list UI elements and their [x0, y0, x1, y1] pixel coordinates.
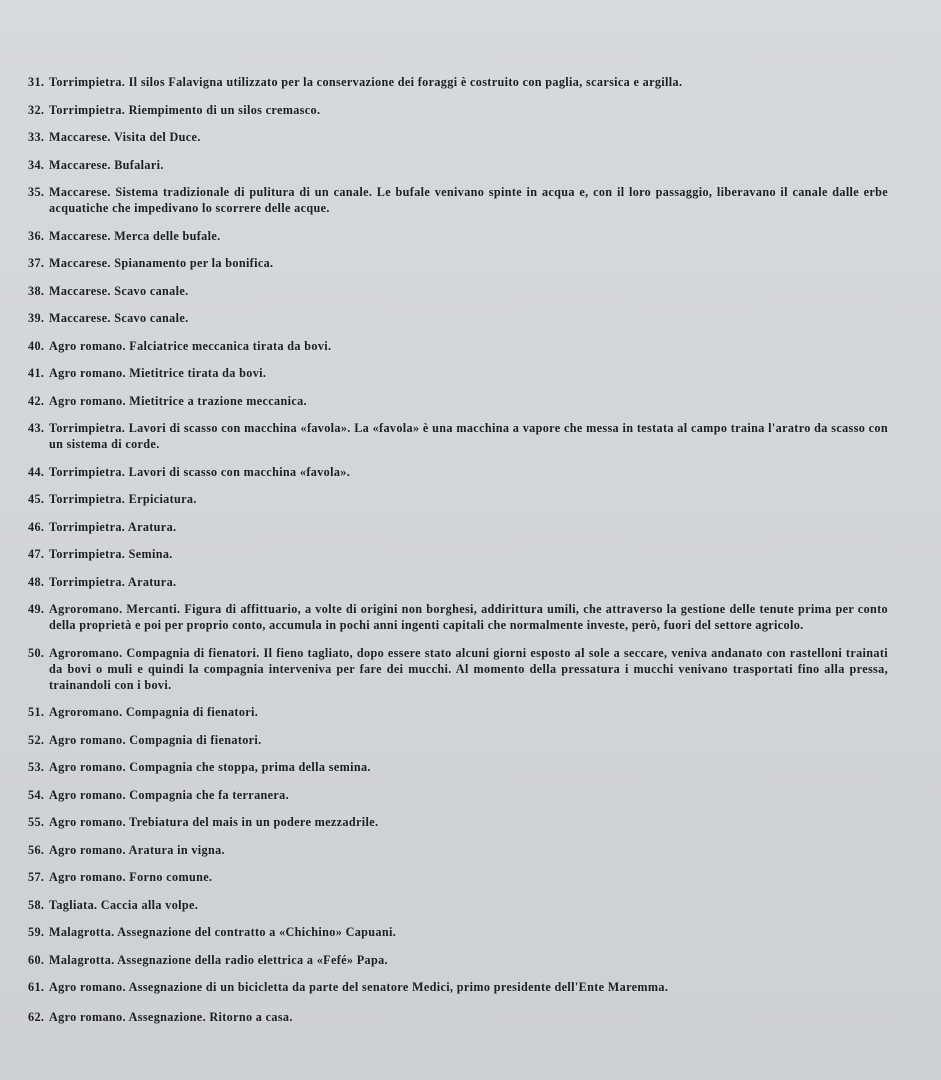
caption-text: Agroromano. Mercanti. Figura di affittuario, a volte di origini non borghesi, addirittura umili, che attraverso la gestione delle tenute prima per conto della proprietà e poi per proprio conto, accumula in pochi anni ingenti capitali che normalmente investe, però, fuori del settore agricolo. — [49, 602, 888, 632]
caption-item — [28, 574, 888, 590]
caption-item — [28, 601, 888, 633]
caption-text: Torrimpietra. Semina. — [49, 547, 173, 561]
caption-number: 43. — [28, 421, 45, 435]
caption-item — [28, 102, 888, 118]
caption-number: 32. — [28, 102, 45, 117]
caption-number: 51. — [28, 705, 45, 719]
caption-number: 54. — [28, 787, 45, 802]
caption-item — [28, 310, 888, 326]
caption-text: Torrimpietra. Lavori di scasso con macchina «favola». La «favola» è una macchina a vapore che messa in testata al campo traina l'aratro da scasso con un sistema di corde. — [49, 421, 888, 451]
caption-text: Agroromano. Compagnia di fienatori. Il fieno tagliato, dopo essere stato alcuni giorni esposto al sole a seccare, veniva andanato con rastelloni trainati da bovi o muli e quindi la compagnia interveniva per fare dei mucchi. Al momento della pressatura i mucchi venivano trasportati fino alla pressa, trainandoli con i bovi. — [49, 645, 888, 692]
caption-number: 55. — [28, 815, 45, 829]
caption-number: 35. — [28, 185, 45, 199]
caption-number: 47. — [28, 547, 45, 561]
caption-number: 38. — [28, 283, 45, 298]
caption-text: Malagrotta. Assegnazione della radio elettrica a «Fefé» Papa. — [49, 952, 388, 967]
caption-text: Torrimpietra. Il silos Falavigna utilizzato per la conservazione dei foraggi è costruito con paglia, scarsica e argilla. — [49, 75, 683, 89]
caption-number: 46. — [28, 519, 45, 534]
caption-item — [28, 228, 888, 244]
caption-text: Maccarese. Scavo canale. — [49, 311, 189, 325]
caption-item — [28, 1009, 888, 1025]
caption-item — [28, 157, 888, 173]
caption-text: Torrimpietra. Lavori di scasso con macchina «favola». — [49, 464, 351, 479]
caption-item — [28, 74, 888, 90]
caption-item — [28, 519, 888, 535]
caption-number: 34. — [28, 157, 45, 172]
caption-text: Agro romano. Forno comune. — [49, 870, 213, 884]
caption-item — [28, 787, 888, 803]
caption-number: 61. — [28, 980, 45, 994]
caption-item — [28, 338, 888, 354]
caption-text: Agro romano. Mietitrice tirata da bovi. — [49, 366, 267, 380]
caption-number: 62. — [28, 1010, 45, 1024]
caption-number: 49. — [28, 602, 45, 616]
caption-item — [28, 952, 888, 968]
caption-text: Agro romano. Aratura in vigna. — [49, 842, 225, 857]
caption-number: 31. — [28, 75, 45, 89]
caption-number: 39. — [28, 311, 45, 325]
caption-item — [28, 129, 888, 145]
caption-item — [28, 759, 888, 775]
caption-item — [28, 645, 888, 693]
caption-item — [28, 704, 888, 720]
caption-number: 36. — [28, 228, 45, 243]
caption-item — [28, 420, 888, 452]
caption-text: Agro romano. Assegnazione. Ritorno a casa. — [49, 1010, 293, 1024]
caption-item — [28, 255, 888, 271]
caption-number: 42. — [28, 393, 45, 408]
caption-number: 37. — [28, 256, 45, 270]
caption-text: Agro romano. Mietitrice a trazione meccanica. — [49, 393, 307, 408]
caption-item — [28, 365, 888, 381]
caption-text: Agro romano. Compagnia di fienatori. — [49, 732, 262, 747]
caption-number: 58. — [28, 897, 45, 912]
caption-item — [28, 842, 888, 858]
caption-number: 50. — [28, 645, 45, 660]
caption-text: Torrimpietra. Riempimento di un silos cremasco. — [49, 102, 321, 117]
caption-number: 41. — [28, 366, 45, 380]
caption-item — [28, 464, 888, 480]
caption-item — [28, 869, 888, 885]
caption-text: Maccarese. Sistema tradizionale di pulitura di un canale. Le bufale venivano spinte in acqua e, con il loro passaggio, liberavano il canale dalle erbe acquatiche che impedivano lo scorrere delle acque. — [49, 185, 888, 215]
caption-text: Maccarese. Spianamento per la bonifica. — [49, 256, 274, 270]
caption-number: 57. — [28, 870, 45, 884]
caption-text: Tagliata. Caccia alla volpe. — [49, 897, 199, 912]
caption-text: Agro romano. Trebiatura del mais in un podere mezzadrile. — [49, 815, 379, 829]
caption-text: Torrimpietra. Aratura. — [49, 574, 177, 589]
caption-text: Torrimpietra. Erpiciatura. — [49, 492, 197, 506]
caption-number: 52. — [28, 732, 45, 747]
caption-number: 48. — [28, 574, 45, 589]
caption-text: Agro romano. Falciatrice meccanica tirata da bovi. — [49, 338, 332, 353]
caption-text: Agroromano. Compagnia di fienatori. — [49, 705, 259, 719]
caption-number: 33. — [28, 130, 45, 144]
caption-item — [28, 924, 888, 940]
caption-text: Maccarese. Scavo canale. — [49, 283, 189, 298]
caption-number: 40. — [28, 338, 45, 353]
caption-number: 59. — [28, 925, 45, 939]
caption-item — [28, 979, 888, 995]
caption-item — [28, 283, 888, 299]
caption-item — [28, 814, 888, 830]
caption-list — [28, 74, 901, 1025]
caption-item — [28, 491, 888, 507]
caption-number: 60. — [28, 952, 45, 967]
caption-text: Maccarese. Bufalari. — [49, 157, 164, 172]
caption-item — [28, 184, 888, 216]
caption-item — [28, 897, 888, 913]
caption-number: 53. — [28, 760, 45, 774]
caption-text: Malagrotta. Assegnazione del contratto a «Chichino» Capuani. — [49, 925, 397, 939]
caption-number: 45. — [28, 492, 45, 506]
caption-text: Maccarese. Merca delle bufale. — [49, 228, 221, 243]
caption-text: Agro romano. Compagnia che fa terranera. — [49, 787, 289, 802]
caption-text: Maccarese. Visita del Duce. — [49, 130, 201, 144]
caption-number: 56. — [28, 842, 45, 857]
caption-item — [28, 732, 888, 748]
caption-item — [28, 393, 888, 409]
caption-text: Agro romano. Assegnazione di un bicicletta da parte del senatore Medici, primo presidente dell'Ente Maremma. — [49, 980, 669, 994]
caption-text: Agro romano. Compagnia che stoppa, prima della semina. — [49, 760, 371, 774]
caption-text: Torrimpietra. Aratura. — [49, 519, 177, 534]
caption-item — [28, 546, 888, 562]
caption-number: 44. — [28, 464, 45, 479]
